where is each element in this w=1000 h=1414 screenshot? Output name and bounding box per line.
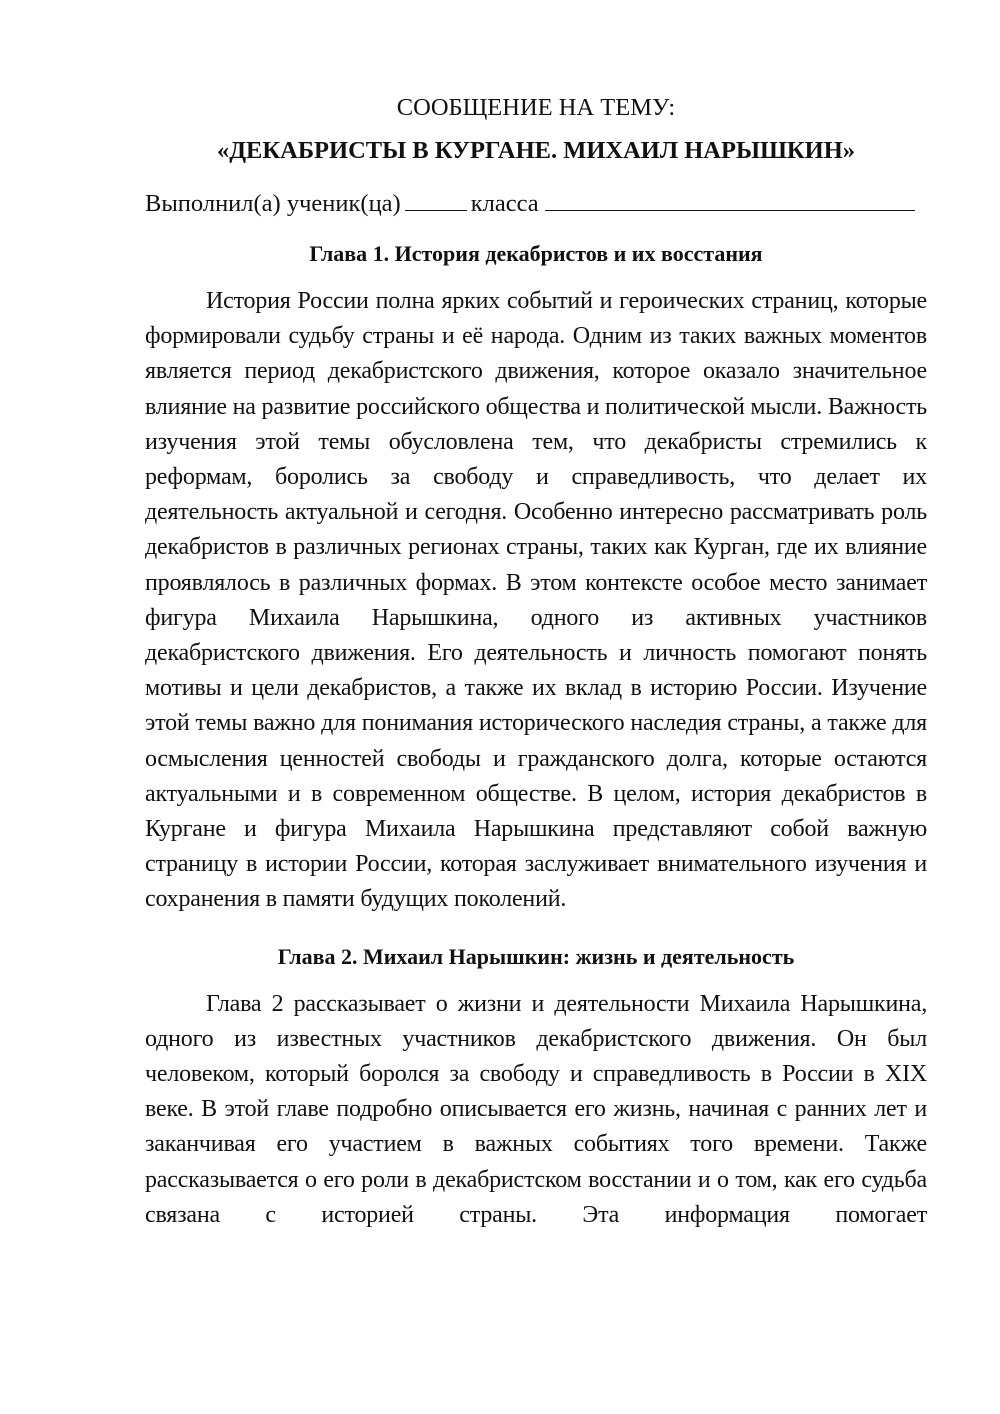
class-label: класса [470,190,539,217]
chapter-1-paragraph: История России полна ярких событий и героических страниц, которые формировали судьбу страны и её народа. Одним из таких важных моментов является период декабристского движения, которое оказало значительное влияние на развитие российского общества и политической мысли. Важность изучения этой темы обусловлена тем, что декабристы стремились к реформам, боролись за свободу и справедливость, что делает их деятельность актуальной и сегодня. Особенно интересно рассматривать роль декабристов в различных регионах страны, таких как Курган, где их влияние проявлялось в различных формах. В этом контексте особое место занимает фигура Михаила Нарышкина, одного из активных участников декабристского движения. Его деятельность и личность помогают понять мотивы и цели декабристов, а также их вклад в историю России. Изучение этой темы важно для понимания исторического наследия страны, а также для осмысления ценностей свободы и гражданского долга, которые остаются актуальными и в современном обществе. В целом, история декабристов в Кургане и фигура Михаила Нарышкина представляют собой важную страницу в истории России, которая заслуживает внимательного изучения и сохранения в памяти будущих поколений. [145,288,927,913]
chapter-1-heading: Глава 1. История декабристов и их восстания [309,241,763,266]
chapter-2-heading: Глава 2. Михаил Нарышкин: жизнь и деятельность [277,943,795,969]
grade-blank-line [405,188,467,211]
document-title-line-2: «ДЕКАБРИСТЫ В КУРГАНЕ. МИХАИЛ НАРЫШКИН» [216,137,856,164]
chapter-2-paragraph: Глава 2 рассказывает о жизни и деятельности Михаила Нарышкина, одного из известных участников декабристского движения. Он был человеком, который боролся за свободу и справедливость в России в XIX веке. В этой главе подробно описывается его жизнь, начиная с ранних лет и заканчивая его участием в важных событиях того времени. Также рассказывается о его роли в декабристском восстании и о том, как его судьба связана с историей страны. Эта информация помогает [145,990,927,1228]
document-page [145,90,927,1233]
name-blank-line [545,188,915,211]
author-line [145,188,927,220]
document-title-line-1: СООБЩЕНИЕ НА ТЕМУ: [396,94,676,121]
author-label: Выполнил(а) ученик(ца) [145,190,401,217]
